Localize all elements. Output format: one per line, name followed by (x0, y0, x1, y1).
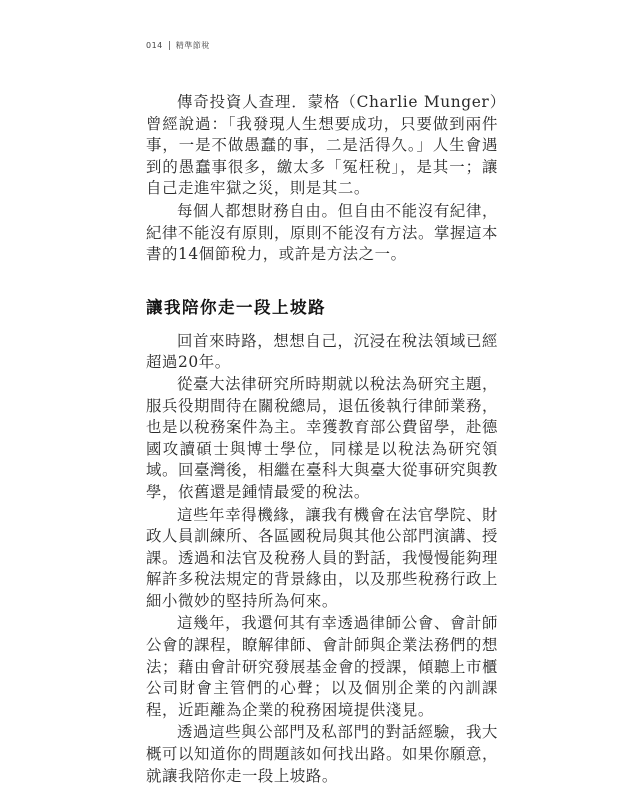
body-paragraph-2: 從臺大法律研究所時期就以稅法為研究主題，服兵役期間待在關稅總局，退伍後執行律師業務，也是以稅務案件為主。幸獲教育部公費留學，赴德國攻讀碩士與博士學位，同樣是以稅法為研究領域。回臺灣後，相繼在臺科大與臺大從事研究與教學，依舊還是鍾情最愛的稅法。 (146, 374, 498, 501)
running-header (146, 40, 210, 51)
section-heading: 讓我陪你走一段上坡路 (146, 297, 326, 317)
body-paragraph-5: 透過這些與公部門及私部門的對話經驗，我大概可以知道你的問題該如何找出路。如果你願意，就讓我陪你走一段上坡路。 (146, 723, 498, 785)
page-number: 014 (146, 41, 163, 50)
header-divider (169, 41, 170, 50)
intro-paragraph-1: 傳奇投資人查理．蒙格（Charlie Munger）曾經說過：「我發現人生想要成功，只要做到兩件事，一是不做愚蠢的事，二是活得久。」人生會遇到的愚蠢事很多，繳太多「冤枉稅」，是其一；讓自己走進牢獄之災，則是其二。 (146, 93, 498, 198)
book-title: 精準節稅 (175, 41, 210, 50)
page-body (146, 92, 498, 787)
intro-paragraph-2: 每個人都想財務自由。但自由不能沒有紀律，紀律不能沒有原則，原則不能沒有方法。掌握這本書的14個節稅力，或許是方法之一。 (146, 201, 498, 264)
body-paragraph-4: 這幾年，我還何其有幸透過律師公會、會計師公會的課程，瞭解律師、會計師與企業法務們的想法；藉由會計研究發展基金會的授課，傾聽上市櫃公司財會主管們的心聲；以及個別企業的內訓課程，近距離為企業的稅務困境提供淺見。 (146, 614, 498, 719)
body-paragraph-3: 這些年幸得機緣，讓我有機會在法官學院、財政人員訓練所、各區國稅局與其他公部門演講、授課。透過和法官及稅務人員的對話，我慢慢能夠理解許多稅法規定的背景緣由，以及那些稅務行政上細小微妙的堅持所為何來。 (146, 505, 498, 610)
body-paragraph-1: 回首來時路，想想自己，沉浸在稅法領域已經超過20年。 (146, 331, 498, 372)
